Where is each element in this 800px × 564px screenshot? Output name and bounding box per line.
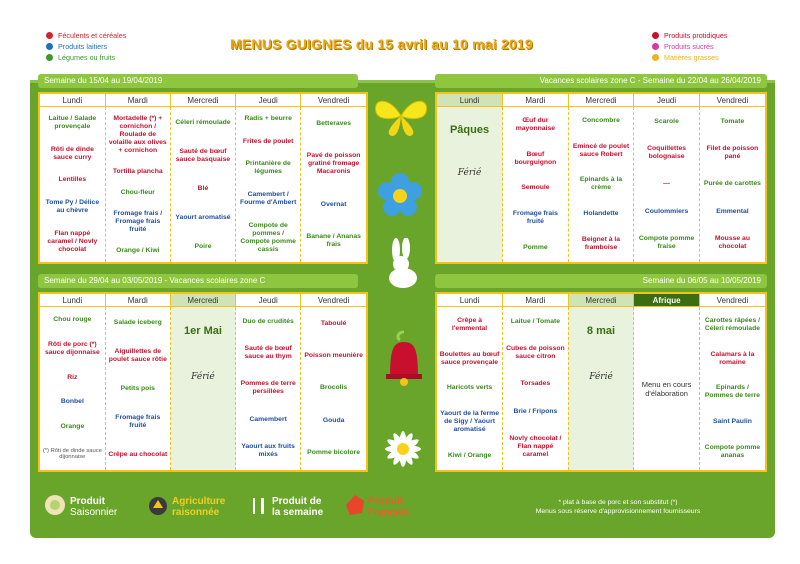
day-menu — [702, 308, 763, 469]
holiday-title: Pâques — [449, 123, 490, 136]
day-cell — [40, 307, 105, 471]
menu-item: Calamars à la romaine — [710, 350, 755, 366]
legend-dot — [46, 54, 53, 61]
menu-item: Duo de crudités — [242, 317, 294, 325]
menu-item: Kiwi / Orange — [447, 452, 492, 460]
day-menu — [238, 108, 298, 261]
day-cell — [503, 307, 569, 471]
holiday-title: 8 mai — [586, 325, 616, 338]
menu-item: Céleri rémoulade — [175, 118, 231, 126]
holiday-cell — [173, 308, 233, 469]
footer-weekly-line1: Produit de — [272, 496, 322, 507]
menu-item: Yaourt de la ferme de Sigy / Yaourt aromatisé — [440, 410, 500, 434]
day-cell — [40, 107, 105, 263]
day-cell — [105, 307, 170, 471]
menu-item: Tomate — [720, 117, 745, 125]
menu-item: Fromage frais / Fromage frais fruité — [113, 209, 163, 233]
day-header: Mercredi — [568, 294, 634, 307]
menu-item: Filet de poisson pané — [706, 145, 759, 161]
menu-item: Compote de pommes / Compote pomme cassis — [240, 221, 296, 253]
france-icon — [344, 494, 366, 516]
menu-item: Yaourt aux fruits mixés — [241, 443, 295, 459]
week2-header: Vacances scolaires zone C - Semaine du 22/04 au 26/04/2019 — [435, 74, 767, 88]
menu-item: Fromage frais fruité — [115, 413, 161, 429]
menu-item: — — [663, 180, 670, 188]
menu-item: Cubes de poisson sauce citron — [506, 345, 565, 361]
day-cell — [301, 307, 366, 471]
menu-item: Poire — [194, 242, 212, 250]
menu-item: Betteraves — [316, 120, 351, 128]
footer-seasonal — [70, 496, 117, 518]
legend-dot — [652, 54, 659, 61]
menu-item: Compote pomme ananas — [704, 444, 761, 460]
day-header: Vendredi — [699, 94, 765, 107]
menu-item: Lentilles — [58, 176, 87, 184]
bell-icon — [380, 328, 428, 388]
menu-item: Holandette — [583, 210, 619, 218]
holiday-ferie: Férié — [191, 372, 215, 383]
menu-item: Menu en cours d'élaboration — [641, 379, 692, 398]
menu-item: Pommes de terre persillées — [240, 380, 296, 396]
day-menu — [636, 108, 697, 261]
page-title: MENUS GUIGNES du 15 avril au 10 mai 2019 — [230, 36, 533, 52]
menu-item: Frites de poulet — [242, 137, 294, 145]
menu-item: Œuf dur mayonnaise — [515, 116, 556, 132]
daisy-icon — [380, 426, 426, 472]
menu-item: Pomme bicolore — [307, 448, 361, 456]
legend-label: Féculents et céréales — [58, 31, 127, 40]
menu-item: Beignet à la framboise — [581, 236, 621, 252]
legend-label: Produits protidiques — [664, 31, 728, 40]
menu-item: Pomme — [523, 244, 548, 252]
legend-dot — [46, 43, 53, 50]
legend-item — [46, 41, 126, 52]
day-header: Lundi — [40, 294, 105, 307]
menu-item: Rôti de dinde sauce curry — [50, 145, 94, 161]
week4-table — [435, 292, 767, 472]
holiday-spacer — [439, 213, 500, 243]
day-menu — [42, 308, 103, 469]
day-cell — [503, 107, 569, 263]
legend-label: Matières grasses — [664, 53, 719, 62]
day-menu — [42, 108, 103, 261]
menu-item: Crêpe à l'emmental — [451, 316, 488, 332]
menu-item: Coulommiers — [644, 207, 689, 215]
cutlery-icon — [250, 496, 268, 516]
menu-item: Tortilla plancha — [112, 167, 163, 175]
menu-item: Orange / Kiwi — [116, 246, 160, 254]
footer-note-pork: * plat à base de porc et son substitut (*) — [558, 499, 678, 506]
week1-header: Semaine du 15/04 au 19/04/2019 — [38, 74, 358, 88]
menu-item: Saint Paulin — [712, 418, 752, 426]
menu-item: Overnat — [320, 200, 347, 208]
flower-icon — [378, 173, 422, 217]
menu-item: Concombre — [582, 116, 620, 124]
menu-item: Scarole — [654, 117, 679, 125]
menu-item: Brie / Fripons — [513, 407, 558, 415]
legend-label: Légumes ou fruits — [58, 53, 116, 62]
day-cell — [437, 307, 503, 471]
day-header: Afrique — [634, 294, 700, 307]
menu-item: Orange — [60, 422, 85, 430]
menu-item: Radis + beurre — [244, 115, 292, 123]
day-menu — [439, 308, 500, 469]
day-cell — [170, 107, 235, 263]
day-menu — [303, 308, 364, 469]
legend-dot — [652, 32, 659, 39]
holiday-ferie: Férié — [457, 168, 482, 179]
menu-item: Bœuf bourguignon — [514, 150, 557, 166]
menu-item: Yaourt aromatisé — [175, 213, 231, 221]
footer-weekly-line2: la semaine — [272, 507, 324, 518]
agriculture-icon — [148, 496, 168, 516]
day-header: Lundi — [40, 94, 105, 107]
day-cell — [699, 107, 765, 263]
day-cell — [236, 307, 301, 471]
legend-item — [652, 30, 728, 41]
day-header: Lundi — [437, 294, 503, 307]
menu-item: Aiguillettes de poulet sauce rôtie — [108, 347, 167, 363]
footer-agriculture-line1: Agriculture — [172, 496, 226, 507]
day-header: Jeudi — [236, 294, 301, 307]
legend-left — [46, 30, 126, 63]
day-menu — [702, 108, 763, 261]
day-menu — [505, 308, 566, 469]
menu-item: Camembert / Fourme d'Ambert — [239, 191, 297, 207]
day-cell — [634, 107, 700, 263]
legend-label: Produits sucrés — [664, 42, 714, 51]
menu-item: Emincé de poulet sauce Robert — [572, 142, 630, 158]
menu-sheet — [30, 28, 775, 538]
menu-item: Laitue / Salade provençale — [48, 115, 97, 131]
day-cell — [568, 307, 634, 471]
legend-right — [652, 30, 728, 63]
menu-item: Compote pomme fraise — [638, 235, 695, 251]
menu-item: Carottes râpées / Céleri rémoulade — [704, 316, 761, 332]
day-menu — [173, 108, 233, 261]
menu-item: Chou rouge — [53, 316, 92, 324]
day-menu — [108, 308, 168, 469]
footer-french-line2: Français — [368, 507, 410, 518]
menu-item: Salade iceberg — [113, 318, 162, 326]
day-menu — [505, 108, 566, 261]
menu-item: Bonbel — [60, 398, 84, 406]
menu-item: Blé — [197, 184, 209, 192]
footer-agriculture-line2: raisonnée — [172, 507, 220, 518]
menu-item: Sauté de bœuf sauce au thym — [244, 345, 292, 361]
menu-item: Chou-fleur — [120, 188, 155, 196]
day-header: Mercredi — [170, 294, 235, 307]
legend-label: Produits laitiers — [58, 42, 108, 51]
week1-table — [38, 92, 368, 264]
day-menu — [238, 308, 298, 469]
menu-item: Pavé de poisson gratiné fromage Macaronis — [306, 152, 361, 176]
week4-header: Semaine du 06/05 au 10/05/2019 — [435, 274, 767, 288]
menu-item: Banane / Ananas frais — [306, 232, 361, 248]
day-cell — [301, 107, 366, 263]
holiday-spacer — [571, 420, 632, 450]
holiday-cell — [439, 108, 500, 261]
menu-item: Torsades — [520, 380, 551, 388]
legend-item — [46, 30, 126, 41]
seasonal-icon — [44, 494, 66, 516]
day-cell — [699, 307, 765, 471]
menu-item: Haricots verts — [446, 384, 493, 392]
legend-item — [652, 41, 728, 52]
footer-note-supply: Menus sous réserve d'approvisionnement fournisseurs — [535, 508, 701, 515]
footer — [30, 482, 775, 538]
menu-item: Fromage frais fruité — [512, 210, 558, 226]
day-cell — [105, 107, 170, 263]
menu-item: Crêpe au chocolat — [108, 450, 168, 458]
legend-dot — [46, 32, 53, 39]
week3-header: Semaine du 29/04 au 03/05/2019 - Vacances scolaires zone C — [38, 274, 358, 288]
menu-item: Camembert — [249, 415, 287, 423]
holiday-cell — [571, 308, 632, 469]
menu-item: Taboulé — [320, 320, 347, 328]
day-header: Vendredi — [301, 94, 366, 107]
menu-item: Tome Py / Délice au chèvre — [45, 199, 100, 215]
menu-item: (*) Rôti de dinde sauce dijonnaise — [42, 447, 102, 461]
week2-table — [435, 92, 767, 264]
menu-item: Mousse au chocolat — [714, 235, 750, 251]
day-menu — [636, 308, 697, 469]
footer-weekly — [272, 496, 323, 518]
day-header: Mercredi — [568, 94, 634, 107]
day-header: Mardi — [105, 294, 170, 307]
day-cell — [634, 307, 700, 471]
menu-item: Gouda — [322, 416, 345, 424]
menu-item: Purée de carottes — [703, 180, 761, 188]
menu-item: Novly chocolat / Flan nappé caramel — [509, 435, 562, 459]
footer-seasonal-line1: Produit — [70, 496, 105, 507]
menu-item: Flan nappé caramel / Novly chocolat — [47, 229, 98, 253]
menu-item: Sauté de bœuf sauce basquaise — [175, 147, 231, 163]
day-header: Mardi — [503, 294, 569, 307]
menu-item: Petits pois — [120, 384, 155, 392]
footer-french — [368, 496, 409, 518]
footer-agriculture — [172, 496, 225, 518]
menu-item: Epinards à la crème — [579, 176, 623, 192]
menu-item: Semoule — [521, 184, 550, 192]
day-menu — [303, 108, 364, 261]
rabbit-icon — [382, 238, 422, 288]
day-cell — [437, 107, 503, 263]
menu-item: Laitue / Tomate — [510, 317, 561, 325]
menu-item: Mortadelle (*) + cornichon / Roulade de volaille aux olives + cornichon — [108, 114, 167, 154]
holiday-spacer — [173, 420, 233, 450]
holiday-title: 1er Mai — [184, 325, 222, 338]
menu-item: Coquillettes bolognaise — [647, 145, 687, 161]
day-header: Jeudi — [236, 94, 301, 107]
menu-item: Brocolis — [320, 384, 348, 392]
menu-item: Boulettes au bœuf sauce provençale — [439, 350, 500, 366]
day-menu — [571, 108, 632, 261]
menu-item: Emmental — [716, 207, 749, 215]
day-header: Vendredi — [699, 294, 765, 307]
footer-seasonal-line2: Saisonnier — [70, 507, 118, 518]
menu-item: Printanière de légumes — [245, 160, 291, 176]
legend-item — [46, 52, 126, 63]
day-header: Mardi — [503, 94, 569, 107]
menu-item: Riz — [67, 373, 78, 381]
menu-item: Epinards / Pommes de terre — [704, 384, 761, 400]
butterfly-icon — [370, 94, 432, 138]
day-header: Jeudi — [634, 94, 700, 107]
menu-item: Poisson meunière — [304, 352, 363, 360]
day-cell — [170, 307, 235, 471]
day-header: Lundi — [437, 94, 503, 107]
footer-notes — [498, 498, 738, 516]
day-menu — [108, 108, 168, 261]
day-header: Vendredi — [301, 294, 366, 307]
week3-table — [38, 292, 368, 472]
holiday-ferie: Férié — [589, 372, 613, 383]
day-cell — [568, 107, 634, 263]
day-header: Mercredi — [170, 94, 235, 107]
legend-dot — [652, 43, 659, 50]
day-header: Mardi — [105, 94, 170, 107]
day-cell — [236, 107, 301, 263]
legend-item — [652, 52, 728, 63]
menu-item: Rôti de porc (*) sauce dijonnaise — [44, 340, 100, 356]
footer-french-line1: Produit — [368, 496, 403, 507]
